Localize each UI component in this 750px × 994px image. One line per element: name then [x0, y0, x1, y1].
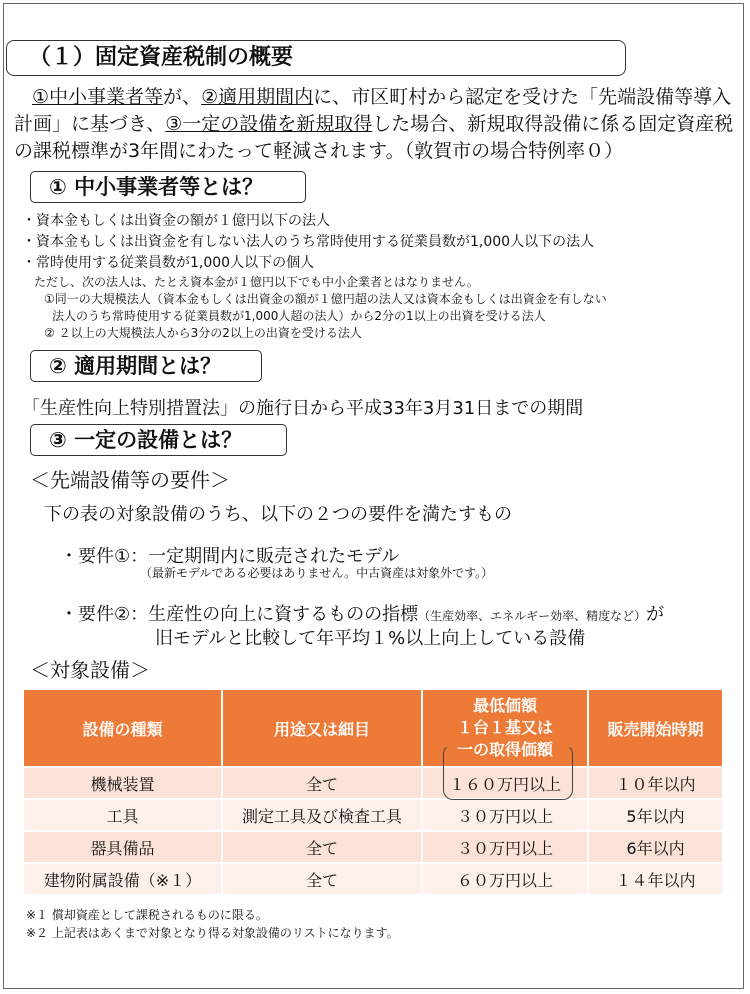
sec1-note4: ② ２以上の大規模法人から3分の2以上の出資を受ける法人: [44, 326, 362, 340]
cell-kind: 機械装置: [24, 767, 222, 799]
section3-heading: ③ 一定の設備とは？: [30, 424, 287, 456]
cell-min: １６０万円以上: [422, 767, 588, 799]
table-row: [24, 767, 722, 799]
sec1-note3: 法人のうち常時使用する従業員数が1,000人超の法人）から2分の1以上の出資を受ける法人: [52, 309, 546, 323]
intro-text-1: が、: [163, 86, 202, 108]
sec1-note1: ただし、次の法人は、たとえ資本金が１億円以下でも中小企業者とはなりません。: [34, 275, 479, 289]
cell-start: 6年以内: [588, 831, 722, 863]
section2-heading: ② 適用期間とは？: [30, 350, 262, 382]
cell-kind: 工具: [24, 799, 222, 831]
header-kind: 設備の種類: [24, 690, 222, 767]
table-row: [24, 863, 722, 894]
sec3-subhead: ＜先端設備等の要件＞: [30, 468, 230, 492]
table-row: [24, 831, 722, 863]
cell-use: 測定工具及び検査工具: [222, 799, 422, 831]
intro-text-2: に、市区町村から認定を受けた「先端設備等導入計画」に基づき、: [14, 86, 732, 135]
sec1-line3: ・常時使用する従業員数が1,000人以下の個人: [22, 255, 315, 271]
cell-start: １０年以内: [588, 767, 722, 799]
intro-paragraph: [14, 84, 740, 165]
equipment-table: [24, 690, 722, 894]
header-use: 用途又は細目: [222, 690, 422, 767]
cell-kind: 建物附属設備（※１）: [24, 863, 222, 894]
requirement-1: ・要件①：一定期間内に販売されたモデル: [60, 546, 400, 567]
cell-min: ３０万円以上: [422, 831, 588, 863]
page-title: （１）固定資産税制の概要: [6, 40, 626, 76]
requirement-2-ga: が: [646, 604, 665, 625]
requirement-2-note: （生産効率、エネルギー効率、精度など）: [418, 609, 647, 623]
min-price-bracket: [443, 744, 573, 800]
intro-term-1: ①中小事業者等: [32, 86, 164, 108]
header-min-line3: 一の取得価額: [456, 740, 553, 759]
cell-min: ３０万円以上: [422, 799, 588, 831]
requirement-2-text: ・要件②：生産性の向上に資するものの指標: [60, 604, 419, 625]
footnote-2: ※２ 上記表はあくまで対象となり得る対象設備のリストになります。: [26, 926, 399, 940]
cell-start: １４年以内: [588, 863, 722, 894]
intro-term-3: ③一定の設備を新規取得: [165, 113, 373, 135]
sec1-line1: ・資本金もしくは出資金の額が１億円以下の法人: [22, 213, 330, 229]
sec2-text: 「生産性向上特別措置法」の施行日から平成33年3月31日までの期間: [22, 398, 584, 419]
cell-use: 全て: [222, 831, 422, 863]
intro-term-2: ②適用期間内: [201, 86, 314, 108]
table-header-row: [24, 690, 722, 767]
section1-heading: ① 中小事業者等とは？: [30, 171, 306, 203]
cell-start: 5年以内: [588, 799, 722, 831]
sec1-note2: ①同一の大規模法人（資本金もしくは出資金の額が１億円超の法人又は資本金もしくは出資金を有しない: [44, 292, 607, 306]
requirement-2-cont: 旧モデルと比較して年平均１%以上向上している設備: [155, 628, 586, 649]
footnote-1: ※１ 償却資産として課税されるものに限る。: [26, 908, 268, 922]
cell-use: 全て: [222, 767, 422, 799]
requirement-1-note: （最新モデルである必要はありません。中古資産は対象外です。）: [140, 566, 494, 580]
intro-text-3: した場合、新規取得設備に係る固定資産税の課税標準が3年間にわたって軽減されます。（敦賀市の場合特例率０）: [14, 113, 734, 162]
equipment-subhead: ＜対象設備＞: [30, 658, 150, 682]
sec1-line2: ・資本金もしくは出資金を有しない法人のうち常時使用する従業員数が1,000人以下の法人: [22, 234, 595, 250]
header-start: 販売開始時期: [588, 690, 722, 767]
cell-kind: 器具備品: [24, 831, 222, 863]
requirement-2: [60, 600, 664, 626]
header-min-line1: 最低価額: [472, 696, 537, 715]
sec3-lead: 下の表の対象設備のうち、以下の２つの要件を満たすもの: [44, 504, 512, 525]
cell-min: ６０万円以上: [422, 863, 588, 894]
header-min-line2: １台１基又は: [456, 718, 553, 737]
cell-use: 全て: [222, 863, 422, 894]
table-row: [24, 799, 722, 831]
